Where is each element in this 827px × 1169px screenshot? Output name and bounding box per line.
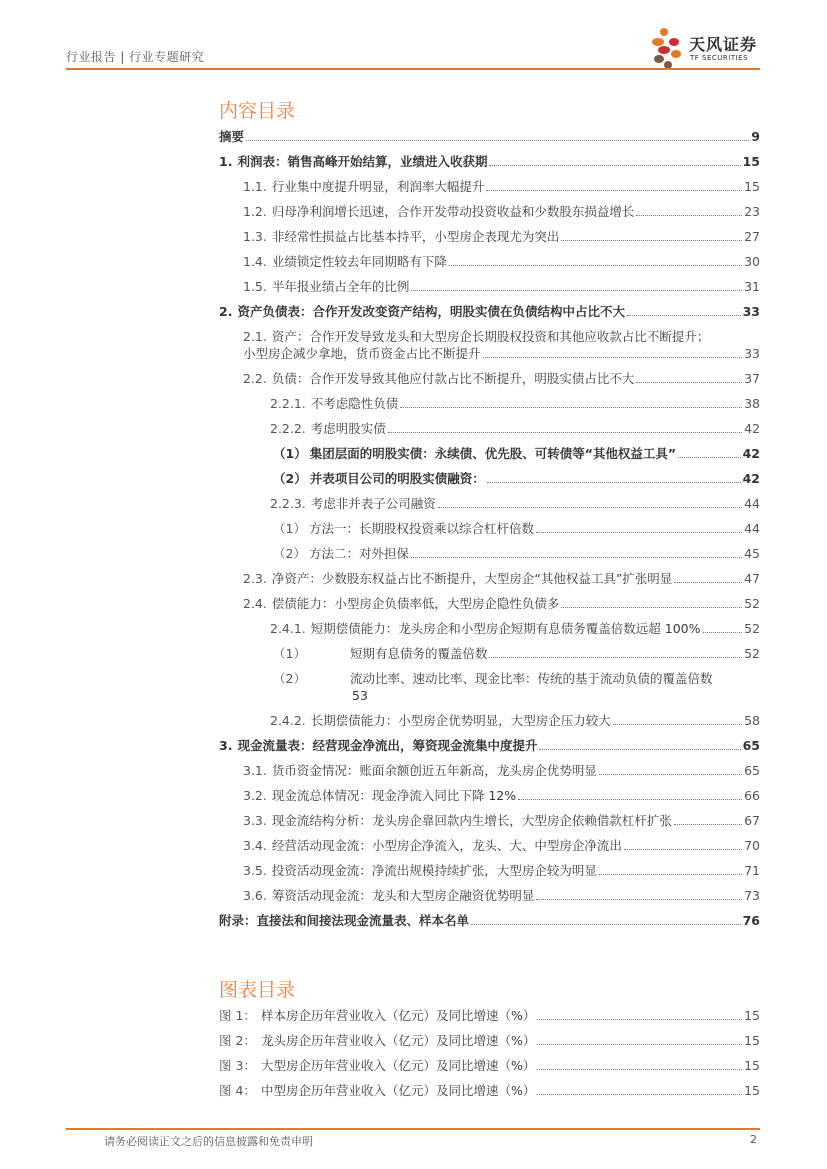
toc-entry-page: 31 xyxy=(744,279,760,294)
figure-entry-number: 图 1： xyxy=(219,1008,256,1023)
toc-entry-number: 3.6. xyxy=(243,888,267,903)
figure-entry-number: 图 3： xyxy=(219,1058,256,1073)
toc-entry[interactable] xyxy=(219,913,760,929)
toc-entry-number: 1.5. xyxy=(243,279,267,294)
toc-entry-title: 方法二：对外担保 xyxy=(308,546,409,561)
toc-entry-page: 9 xyxy=(751,129,760,144)
toc-entry[interactable] xyxy=(219,304,760,320)
page-header xyxy=(0,0,827,80)
toc-entry-page: 33 xyxy=(742,304,760,319)
figure-entry-page: 15 xyxy=(744,1008,760,1023)
toc-entry-continuation[interactable] xyxy=(243,346,760,362)
figure-entry-page: 15 xyxy=(744,1033,760,1048)
toc-entry-page: 47 xyxy=(744,571,760,586)
toc-entry-leader xyxy=(518,798,742,800)
toc-entry-number: 1.4. xyxy=(243,254,267,269)
toc-entry-page: 71 xyxy=(744,863,760,878)
toc-entry-number: 3.5. xyxy=(243,863,267,878)
toc-title: 内容目录 xyxy=(219,100,296,122)
figure-entry-leader xyxy=(537,1068,742,1070)
toc-entry-leader xyxy=(411,289,742,291)
toc-entry[interactable] xyxy=(219,738,760,754)
toc-entry-page: 52 xyxy=(744,621,760,636)
toc-entry-title: 筹资活动现金流：龙头和大型房企融资优势明显 xyxy=(271,888,535,903)
toc-entry-leader xyxy=(561,606,742,608)
figure-entry-number: 图 2： xyxy=(219,1033,256,1048)
toc-entry-title: 考虑非并表子公司融资 xyxy=(310,496,436,511)
toc-entry[interactable] xyxy=(243,763,760,779)
toc-entry-leader xyxy=(486,189,742,191)
toc-entry-number: （2） xyxy=(273,671,306,686)
toc-entry-leader xyxy=(674,581,742,583)
toc-entry-leader xyxy=(471,923,741,925)
toc-entry[interactable] xyxy=(273,646,760,662)
toc-entry[interactable] xyxy=(243,838,760,854)
toc-entry-page: 70 xyxy=(744,838,760,853)
toc-entry[interactable] xyxy=(273,671,760,687)
header-divider xyxy=(66,68,760,70)
toc-entry-number: 2.2. xyxy=(243,371,267,386)
toc-entry-title: 不考虑隐性负债 xyxy=(310,396,399,411)
toc-entry-number: 2.1. xyxy=(243,329,267,344)
toc-entry-leader xyxy=(561,239,742,241)
page-number: 2 xyxy=(750,1133,757,1146)
toc-entry-page: 15 xyxy=(742,154,760,169)
toc-entry-title: 流动比率、速动比率、现金比率：传统的基于流动负债的覆盖倍数 xyxy=(349,671,713,686)
toc-entry-number: （1） xyxy=(273,521,306,536)
toc-entry-title: 短期有息债务的覆盖倍数 xyxy=(349,646,488,661)
toc-entry[interactable] xyxy=(243,254,760,270)
toc-entry-number: 3. xyxy=(219,738,233,753)
toc-entry-leader xyxy=(400,406,742,408)
toc-entry-leader xyxy=(449,264,742,266)
toc-entry-title: 业绩锁定性较去年同期略有下降 xyxy=(271,254,447,269)
toc-entry-number: 3.3. xyxy=(243,813,267,828)
toc-entry-leader xyxy=(483,356,743,358)
figure-entry-title: 样本房企历年营业收入（亿元）及同比增速（%） xyxy=(260,1008,536,1023)
toc-entry-page: 23 xyxy=(744,204,760,219)
toc-entry[interactable] xyxy=(243,229,760,245)
toc-entry-title: 方法一：长期股权投资乘以综合杠杆倍数 xyxy=(308,521,534,536)
toc-entry-number: （1） xyxy=(273,446,307,461)
toc-entry[interactable] xyxy=(243,571,760,587)
logo-flower-icon xyxy=(650,26,688,70)
toc-entry-title-continued: 小型房企减少拿地，货币资金占比不断提升 xyxy=(243,346,481,361)
toc-entry-title-continued: 53 xyxy=(352,688,368,703)
toc-entry[interactable] xyxy=(270,621,760,637)
toc-entry[interactable] xyxy=(243,204,760,220)
toc-entry-number: 1.3. xyxy=(243,229,267,244)
toc-entry-page: 65 xyxy=(744,763,760,778)
toc-entry-leader xyxy=(539,748,740,750)
toc-entry-number: 2.2.2. xyxy=(270,421,306,436)
toc-entry[interactable] xyxy=(243,888,760,904)
toc-entry-number: 1.2. xyxy=(243,204,267,219)
toc-entry-leader xyxy=(599,773,742,775)
toc-entry-leader xyxy=(438,506,742,508)
toc-entry-page: 44 xyxy=(744,496,760,511)
figure-entry-leader xyxy=(537,1043,742,1045)
toc-entry-number: 2.4.2. xyxy=(270,713,306,728)
toc-entry-title: 短期偿债能力：龙头房企和小型房企短期有息债务覆盖倍数远超 100% xyxy=(310,621,701,636)
toc-entry[interactable] xyxy=(243,279,760,295)
toc-entry-number: 3.4. xyxy=(243,838,267,853)
toc-entry-leader xyxy=(489,164,740,166)
toc-entry-number: 3.1. xyxy=(243,763,267,778)
toc-entry[interactable] xyxy=(219,129,760,145)
toc-entry-title: 并表项目公司的明股实债融资： xyxy=(309,471,485,486)
footer-divider xyxy=(66,1128,760,1130)
toc-entry-page: 27 xyxy=(744,229,760,244)
toc-entry-leader xyxy=(489,656,742,658)
figure-entry-title: 中型房企历年营业收入（亿元）及同比增速（%） xyxy=(260,1083,536,1098)
toc-entry[interactable] xyxy=(219,154,760,170)
toc-entry-leader xyxy=(388,431,742,433)
toc-entry-title: 附录：直接法和间接法现金流量表、样本名单 xyxy=(219,913,470,928)
toc-entry-leader xyxy=(636,214,742,216)
toc-entry-title: 投资活动现金流：净流出规模持续扩张，大型房企较为明显 xyxy=(271,863,597,878)
toc-entry-page: 33 xyxy=(744,346,760,361)
toc-entry-page: 73 xyxy=(744,888,760,903)
toc-entry-number: 1. xyxy=(219,154,233,169)
figure-entry[interactable] xyxy=(219,1058,760,1074)
toc-entry-leader xyxy=(411,556,742,558)
toc-entry-leader xyxy=(627,314,741,316)
toc-entry-page: 76 xyxy=(742,913,760,928)
figure-entry-number: 图 4： xyxy=(219,1083,256,1098)
toc-entry[interactable] xyxy=(243,788,760,804)
toc-entry-leader xyxy=(536,898,742,900)
toc-entry-title: 负债：合作开发导致其他应付款占比不断提升，明股实债占比不大 xyxy=(271,371,635,386)
toc-entry-page: 15 xyxy=(744,179,760,194)
figure-entry-page: 15 xyxy=(744,1058,760,1073)
toc-entry[interactable] xyxy=(243,371,760,387)
toc-entry-title: 长期偿债能力：小型房企优势明显，大型房企压力较大 xyxy=(310,713,611,728)
company-logo xyxy=(650,26,770,70)
toc-entry-page: 45 xyxy=(744,546,760,561)
toc-entry[interactable] xyxy=(243,179,760,195)
toc-entry-number: 1.1. xyxy=(243,179,267,194)
toc-entry-leader xyxy=(678,456,740,458)
figure-entry-title: 龙头房企历年营业收入（亿元）及同比增速（%） xyxy=(260,1033,536,1048)
figure-entry-title: 大型房企历年营业收入（亿元）及同比增速（%） xyxy=(260,1058,536,1073)
toc-entry-page: 67 xyxy=(744,813,760,828)
toc-entry-page: 37 xyxy=(744,371,760,386)
toc-entry-title: 非经常性损益占比基本持平，小型房企表现尤为突出 xyxy=(271,229,560,244)
toc-entry-page: 30 xyxy=(744,254,760,269)
toc-entry-leader xyxy=(246,139,749,141)
toc-entry-number: 2. xyxy=(219,304,233,319)
toc-entry-page: 52 xyxy=(744,646,760,661)
toc-entry[interactable] xyxy=(273,471,760,487)
toc-entry-leader xyxy=(636,381,742,383)
figure-list-title: 图表目录 xyxy=(219,979,296,1001)
toc-entry-page: 42 xyxy=(742,471,760,486)
toc-entry-title: 半年报业绩占全年的比例 xyxy=(271,279,410,294)
toc-entry-title: 资产负债表：合作开发改变资产结构，明股实债在负债结构中占比不大 xyxy=(237,304,625,319)
toc-entry[interactable] xyxy=(270,496,760,512)
toc-entry-title: 集团层面的明股实债：永续债、优先股、可转债等“其他权益工具” xyxy=(309,446,677,461)
toc-entry[interactable] xyxy=(273,446,760,462)
toc-entry-page: 58 xyxy=(744,713,760,728)
toc-entry-page: 65 xyxy=(742,738,760,753)
toc-entry-number: 2.2.3. xyxy=(270,496,306,511)
toc-entry[interactable] xyxy=(270,713,760,729)
figure-entry-page: 15 xyxy=(744,1083,760,1098)
figure-entry-leader xyxy=(537,1093,742,1095)
toc-entry-page: 42 xyxy=(742,446,760,461)
toc-entry[interactable] xyxy=(243,813,760,829)
logo-subtitle: TF SECURITIES xyxy=(690,54,749,62)
toc-entry[interactable] xyxy=(243,329,760,345)
toc-entry-number: 2.4.1. xyxy=(270,621,306,636)
toc-entry-title: 现金流总体情况：现金净流入同比下降 12% xyxy=(271,788,517,803)
toc-entry-title: 行业集中度提升明显，利润率大幅提升 xyxy=(271,179,485,194)
toc-entry-leader xyxy=(613,723,742,725)
toc-entry-number: 2.3. xyxy=(243,571,267,586)
toc-entry[interactable] xyxy=(243,863,760,879)
toc-entry-number: （2） xyxy=(273,546,306,561)
toc-entry-leader xyxy=(674,823,742,825)
toc-entry-title: 摘要 xyxy=(219,129,245,144)
toc-entry-title: 偿债能力：小型房企负债率低，大型房企隐性负债多 xyxy=(271,596,560,611)
toc-entry-leader xyxy=(599,873,742,875)
toc-entry-leader xyxy=(624,848,742,850)
footer-disclaimer: 请务必阅读正文之后的信息披露和免责申明 xyxy=(104,1135,313,1148)
toc-entry-number: 3.2. xyxy=(243,788,267,803)
toc-entry-leader xyxy=(487,481,741,483)
toc-entry-leader xyxy=(703,631,743,633)
breadcrumb: 行业报告 | 行业专题研究 xyxy=(66,50,205,64)
toc-entry-page: 52 xyxy=(744,596,760,611)
toc-entry-number: 2.2.1. xyxy=(270,396,306,411)
toc-entry-title: 净资产：少数股东权益占比不断提升，大型房企“其他权益工具”扩张明显 xyxy=(271,571,673,586)
toc-entry-page: 42 xyxy=(744,421,760,436)
toc-entry-title: 资产：合作开发导致龙头和大型房企长期股权投资和其他应收款占比不断提升； xyxy=(271,329,710,344)
toc-entry-page: 66 xyxy=(744,788,760,803)
logo-name: 天风证券 xyxy=(689,35,758,54)
toc-entry-continuation[interactable] xyxy=(352,688,760,704)
toc-entry-title: 经营活动现金流：小型房企净流入，龙头、大、中型房企净流出 xyxy=(271,838,622,853)
figure-entry-leader xyxy=(537,1018,742,1020)
toc-entry[interactable] xyxy=(273,521,760,537)
toc-entry[interactable] xyxy=(270,396,760,412)
toc-entry[interactable] xyxy=(243,596,760,612)
toc-entry-title: 货币资金情况：账面余额创近五年新高，龙头房企优势明显 xyxy=(271,763,597,778)
toc-entry[interactable] xyxy=(273,546,760,562)
toc-entry-number: （2） xyxy=(273,471,307,486)
toc-entry-leader xyxy=(536,531,742,533)
toc-entry-title: 归母净利润增长迅速，合作开发带动投资收益和少数股东损益增长 xyxy=(271,204,635,219)
figure-entry[interactable] xyxy=(219,1008,760,1024)
toc-entry-title: 现金流量表：经营现金净流出，筹资现金流集中度提升 xyxy=(237,738,538,753)
toc-entry-number: 2.4. xyxy=(243,596,267,611)
toc-entry-title: 现金流结构分析：龙头房企靠回款内生增长，大型房企依赖借款杠杆扩张 xyxy=(271,813,672,828)
toc-entry-page: 38 xyxy=(744,396,760,411)
toc-entry[interactable] xyxy=(270,421,760,437)
toc-entry-title: 利润表：销售高峰开始结算，业绩进入收获期 xyxy=(237,154,488,169)
toc-entry-title: 考虑明股实债 xyxy=(310,421,386,436)
toc-entry-page: 44 xyxy=(744,521,760,536)
figure-entry[interactable] xyxy=(219,1083,760,1099)
toc-entry-number: （1） xyxy=(273,646,306,661)
figure-entry[interactable] xyxy=(219,1033,760,1049)
